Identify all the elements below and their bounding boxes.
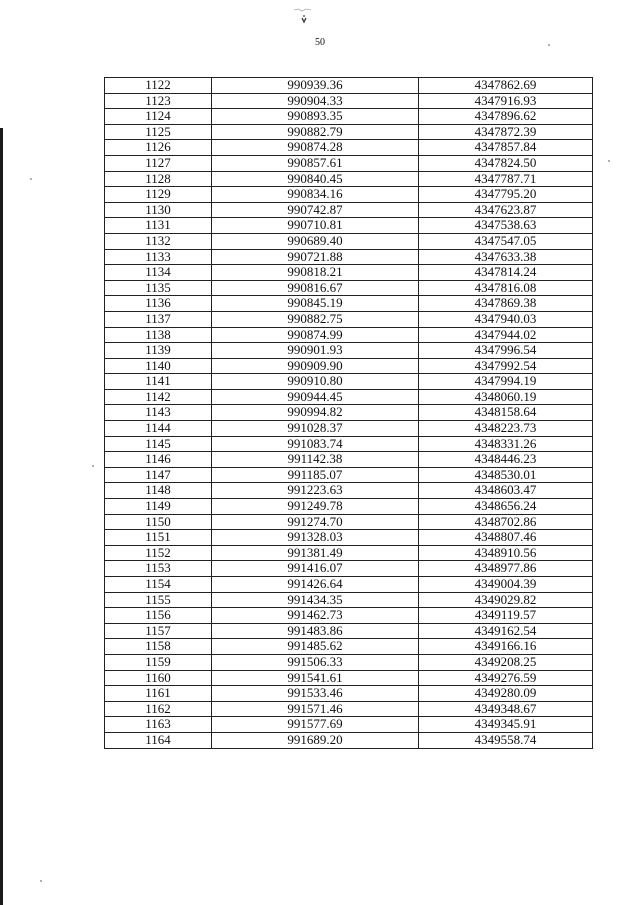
y-coordinate-cell: 4348446.23 <box>419 452 593 468</box>
table-row <box>105 374 593 390</box>
table-row <box>105 701 593 717</box>
x-coordinate-cell: 991577.69 <box>212 717 419 733</box>
table-row <box>105 202 593 218</box>
point-number-cell: 1161 <box>105 686 212 702</box>
table-row <box>105 78 593 94</box>
point-number-cell: 1137 <box>105 311 212 327</box>
table-row <box>105 530 593 546</box>
y-coordinate-cell: 4349280.09 <box>419 686 593 702</box>
table-row <box>105 592 593 608</box>
point-number-cell: 1150 <box>105 514 212 530</box>
scan-artifact-mark <box>290 6 316 26</box>
table-row <box>105 639 593 655</box>
x-coordinate-cell: 990689.40 <box>212 233 419 249</box>
point-number-cell: 1147 <box>105 467 212 483</box>
x-coordinate-cell: 990882.75 <box>212 311 419 327</box>
y-coordinate-cell: 4347538.63 <box>419 218 593 234</box>
scan-speck <box>40 880 42 882</box>
x-coordinate-cell: 990818.21 <box>212 265 419 281</box>
y-coordinate-cell: 4348530.01 <box>419 467 593 483</box>
y-coordinate-cell: 4348223.73 <box>419 421 593 437</box>
point-number-cell: 1145 <box>105 436 212 452</box>
x-coordinate-cell: 991483.86 <box>212 623 419 639</box>
point-number-cell: 1139 <box>105 343 212 359</box>
table-row <box>105 93 593 109</box>
y-coordinate-cell: 4347795.20 <box>419 187 593 203</box>
x-coordinate-cell: 990944.45 <box>212 389 419 405</box>
y-coordinate-cell: 4348331.26 <box>419 436 593 452</box>
y-coordinate-cell: 4349119.57 <box>419 608 593 624</box>
table-row <box>105 358 593 374</box>
y-coordinate-cell: 4347916.93 <box>419 93 593 109</box>
point-number-cell: 1157 <box>105 623 212 639</box>
point-number-cell: 1156 <box>105 608 212 624</box>
y-coordinate-cell: 4347996.54 <box>419 343 593 359</box>
y-coordinate-cell: 4348158.64 <box>419 405 593 421</box>
x-coordinate-cell: 990882.79 <box>212 124 419 140</box>
table-row <box>105 670 593 686</box>
point-number-cell: 1130 <box>105 202 212 218</box>
x-coordinate-cell: 991434.35 <box>212 592 419 608</box>
table-row <box>105 109 593 125</box>
point-number-cell: 1132 <box>105 233 212 249</box>
table-row <box>105 452 593 468</box>
x-coordinate-cell: 991506.33 <box>212 654 419 670</box>
x-coordinate-cell: 990874.28 <box>212 140 419 156</box>
point-number-cell: 1127 <box>105 155 212 171</box>
table-row <box>105 467 593 483</box>
point-number-cell: 1142 <box>105 389 212 405</box>
x-coordinate-cell: 990840.45 <box>212 171 419 187</box>
y-coordinate-cell: 4347857.84 <box>419 140 593 156</box>
point-number-cell: 1152 <box>105 545 212 561</box>
point-number-cell: 1134 <box>105 265 212 281</box>
x-coordinate-cell: 990816.67 <box>212 280 419 296</box>
y-coordinate-cell: 4349166.16 <box>419 639 593 655</box>
y-coordinate-cell: 4349558.74 <box>419 732 593 748</box>
table-row <box>105 561 593 577</box>
table-row <box>105 124 593 140</box>
scan-speck <box>92 465 94 467</box>
y-coordinate-cell: 4348603.47 <box>419 483 593 499</box>
table-row <box>105 343 593 359</box>
y-coordinate-cell: 4347824.50 <box>419 155 593 171</box>
x-coordinate-cell: 991416.07 <box>212 561 419 577</box>
x-coordinate-cell: 991223.63 <box>212 483 419 499</box>
point-number-cell: 1129 <box>105 187 212 203</box>
table-row <box>105 732 593 748</box>
point-number-cell: 1163 <box>105 717 212 733</box>
y-coordinate-cell: 4347862.69 <box>419 78 593 94</box>
point-number-cell: 1149 <box>105 499 212 515</box>
x-coordinate-cell: 990904.33 <box>212 93 419 109</box>
x-coordinate-cell: 990721.88 <box>212 249 419 265</box>
x-coordinate-cell: 991485.62 <box>212 639 419 655</box>
point-number-cell: 1159 <box>105 654 212 670</box>
point-number-cell: 1146 <box>105 452 212 468</box>
table-row <box>105 187 593 203</box>
x-coordinate-cell: 991142.38 <box>212 452 419 468</box>
point-number-cell: 1124 <box>105 109 212 125</box>
table-row <box>105 654 593 670</box>
point-number-cell: 1131 <box>105 218 212 234</box>
table-row <box>105 623 593 639</box>
x-coordinate-cell: 991381.49 <box>212 545 419 561</box>
x-coordinate-cell: 991274.70 <box>212 514 419 530</box>
x-coordinate-cell: 990994.82 <box>212 405 419 421</box>
y-coordinate-cell: 4348656.24 <box>419 499 593 515</box>
table-row <box>105 155 593 171</box>
x-coordinate-cell: 991185.07 <box>212 467 419 483</box>
table-row <box>105 545 593 561</box>
point-number-cell: 1123 <box>105 93 212 109</box>
x-coordinate-cell: 991571.46 <box>212 701 419 717</box>
x-coordinate-cell: 990893.35 <box>212 109 419 125</box>
point-number-cell: 1151 <box>105 530 212 546</box>
point-number-cell: 1148 <box>105 483 212 499</box>
point-number-cell: 1122 <box>105 78 212 94</box>
table-row <box>105 280 593 296</box>
y-coordinate-cell: 4347633.38 <box>419 249 593 265</box>
table-row <box>105 514 593 530</box>
point-number-cell: 1155 <box>105 592 212 608</box>
y-coordinate-cell: 4347944.02 <box>419 327 593 343</box>
y-coordinate-cell: 4347816.08 <box>419 280 593 296</box>
table-row <box>105 436 593 452</box>
y-coordinate-cell: 4347994.19 <box>419 374 593 390</box>
x-coordinate-cell: 991083.74 <box>212 436 419 452</box>
point-number-cell: 1126 <box>105 140 212 156</box>
point-number-cell: 1133 <box>105 249 212 265</box>
y-coordinate-cell: 4349029.82 <box>419 592 593 608</box>
x-coordinate-cell: 990742.87 <box>212 202 419 218</box>
table-row <box>105 171 593 187</box>
point-number-cell: 1135 <box>105 280 212 296</box>
table-row <box>105 265 593 281</box>
table-row <box>105 233 593 249</box>
x-coordinate-cell: 991426.64 <box>212 577 419 593</box>
x-coordinate-cell: 991462.73 <box>212 608 419 624</box>
x-coordinate-cell: 991541.61 <box>212 670 419 686</box>
table-row <box>105 218 593 234</box>
point-number-cell: 1143 <box>105 405 212 421</box>
scan-left-edge <box>0 128 3 905</box>
y-coordinate-cell: 4349004.39 <box>419 577 593 593</box>
table-row <box>105 499 593 515</box>
y-coordinate-cell: 4348977.86 <box>419 561 593 577</box>
point-number-cell: 1160 <box>105 670 212 686</box>
table-row <box>105 421 593 437</box>
point-number-cell: 1162 <box>105 701 212 717</box>
point-number-cell: 1141 <box>105 374 212 390</box>
scan-speck <box>30 178 32 180</box>
y-coordinate-cell: 4347787.71 <box>419 171 593 187</box>
x-coordinate-cell: 990710.81 <box>212 218 419 234</box>
table-row <box>105 686 593 702</box>
x-coordinate-cell: 990874.99 <box>212 327 419 343</box>
table-row <box>105 311 593 327</box>
table-row <box>105 717 593 733</box>
point-number-cell: 1128 <box>105 171 212 187</box>
scan-speck <box>608 160 610 162</box>
y-coordinate-cell: 4347872.39 <box>419 124 593 140</box>
x-coordinate-cell: 991028.37 <box>212 421 419 437</box>
table-row <box>105 327 593 343</box>
x-coordinate-cell: 991533.46 <box>212 686 419 702</box>
point-number-cell: 1153 <box>105 561 212 577</box>
y-coordinate-cell: 4347623.87 <box>419 202 593 218</box>
y-coordinate-cell: 4347869.38 <box>419 296 593 312</box>
x-coordinate-cell: 991328.03 <box>212 530 419 546</box>
table-row <box>105 140 593 156</box>
table-row <box>105 249 593 265</box>
page-number: 50 <box>315 37 325 48</box>
y-coordinate-cell: 4348807.46 <box>419 530 593 546</box>
x-coordinate-cell: 990939.36 <box>212 78 419 94</box>
x-coordinate-cell: 990901.93 <box>212 343 419 359</box>
y-coordinate-cell: 4349276.59 <box>419 670 593 686</box>
y-coordinate-cell: 4349345.91 <box>419 717 593 733</box>
table-row <box>105 577 593 593</box>
x-coordinate-cell: 990909.90 <box>212 358 419 374</box>
y-coordinate-cell: 4348910.56 <box>419 545 593 561</box>
table-row <box>105 483 593 499</box>
point-number-cell: 1154 <box>105 577 212 593</box>
coordinates-table <box>104 77 593 749</box>
x-coordinate-cell: 991249.78 <box>212 499 419 515</box>
point-number-cell: 1144 <box>105 421 212 437</box>
y-coordinate-cell: 4347992.54 <box>419 358 593 374</box>
point-number-cell: 1140 <box>105 358 212 374</box>
coordinates-table-body <box>105 78 593 749</box>
table-row <box>105 296 593 312</box>
y-coordinate-cell: 4347940.03 <box>419 311 593 327</box>
y-coordinate-cell: 4349208.25 <box>419 654 593 670</box>
x-coordinate-cell: 990834.16 <box>212 187 419 203</box>
point-number-cell: 1164 <box>105 732 212 748</box>
y-coordinate-cell: 4347896.62 <box>419 109 593 125</box>
y-coordinate-cell: 4347814.24 <box>419 265 593 281</box>
y-coordinate-cell: 4349162.54 <box>419 623 593 639</box>
table-row <box>105 389 593 405</box>
scan-speck <box>548 44 550 46</box>
x-coordinate-cell: 990845.19 <box>212 296 419 312</box>
y-coordinate-cell: 4347547.05 <box>419 233 593 249</box>
x-coordinate-cell: 990910.80 <box>212 374 419 390</box>
point-number-cell: 1136 <box>105 296 212 312</box>
point-number-cell: 1125 <box>105 124 212 140</box>
point-number-cell: 1138 <box>105 327 212 343</box>
table-row <box>105 405 593 421</box>
point-number-cell: 1158 <box>105 639 212 655</box>
y-coordinate-cell: 4349348.67 <box>419 701 593 717</box>
x-coordinate-cell: 991689.20 <box>212 732 419 748</box>
x-coordinate-cell: 990857.61 <box>212 155 419 171</box>
table-row <box>105 608 593 624</box>
y-coordinate-cell: 4348060.19 <box>419 389 593 405</box>
y-coordinate-cell: 4348702.86 <box>419 514 593 530</box>
